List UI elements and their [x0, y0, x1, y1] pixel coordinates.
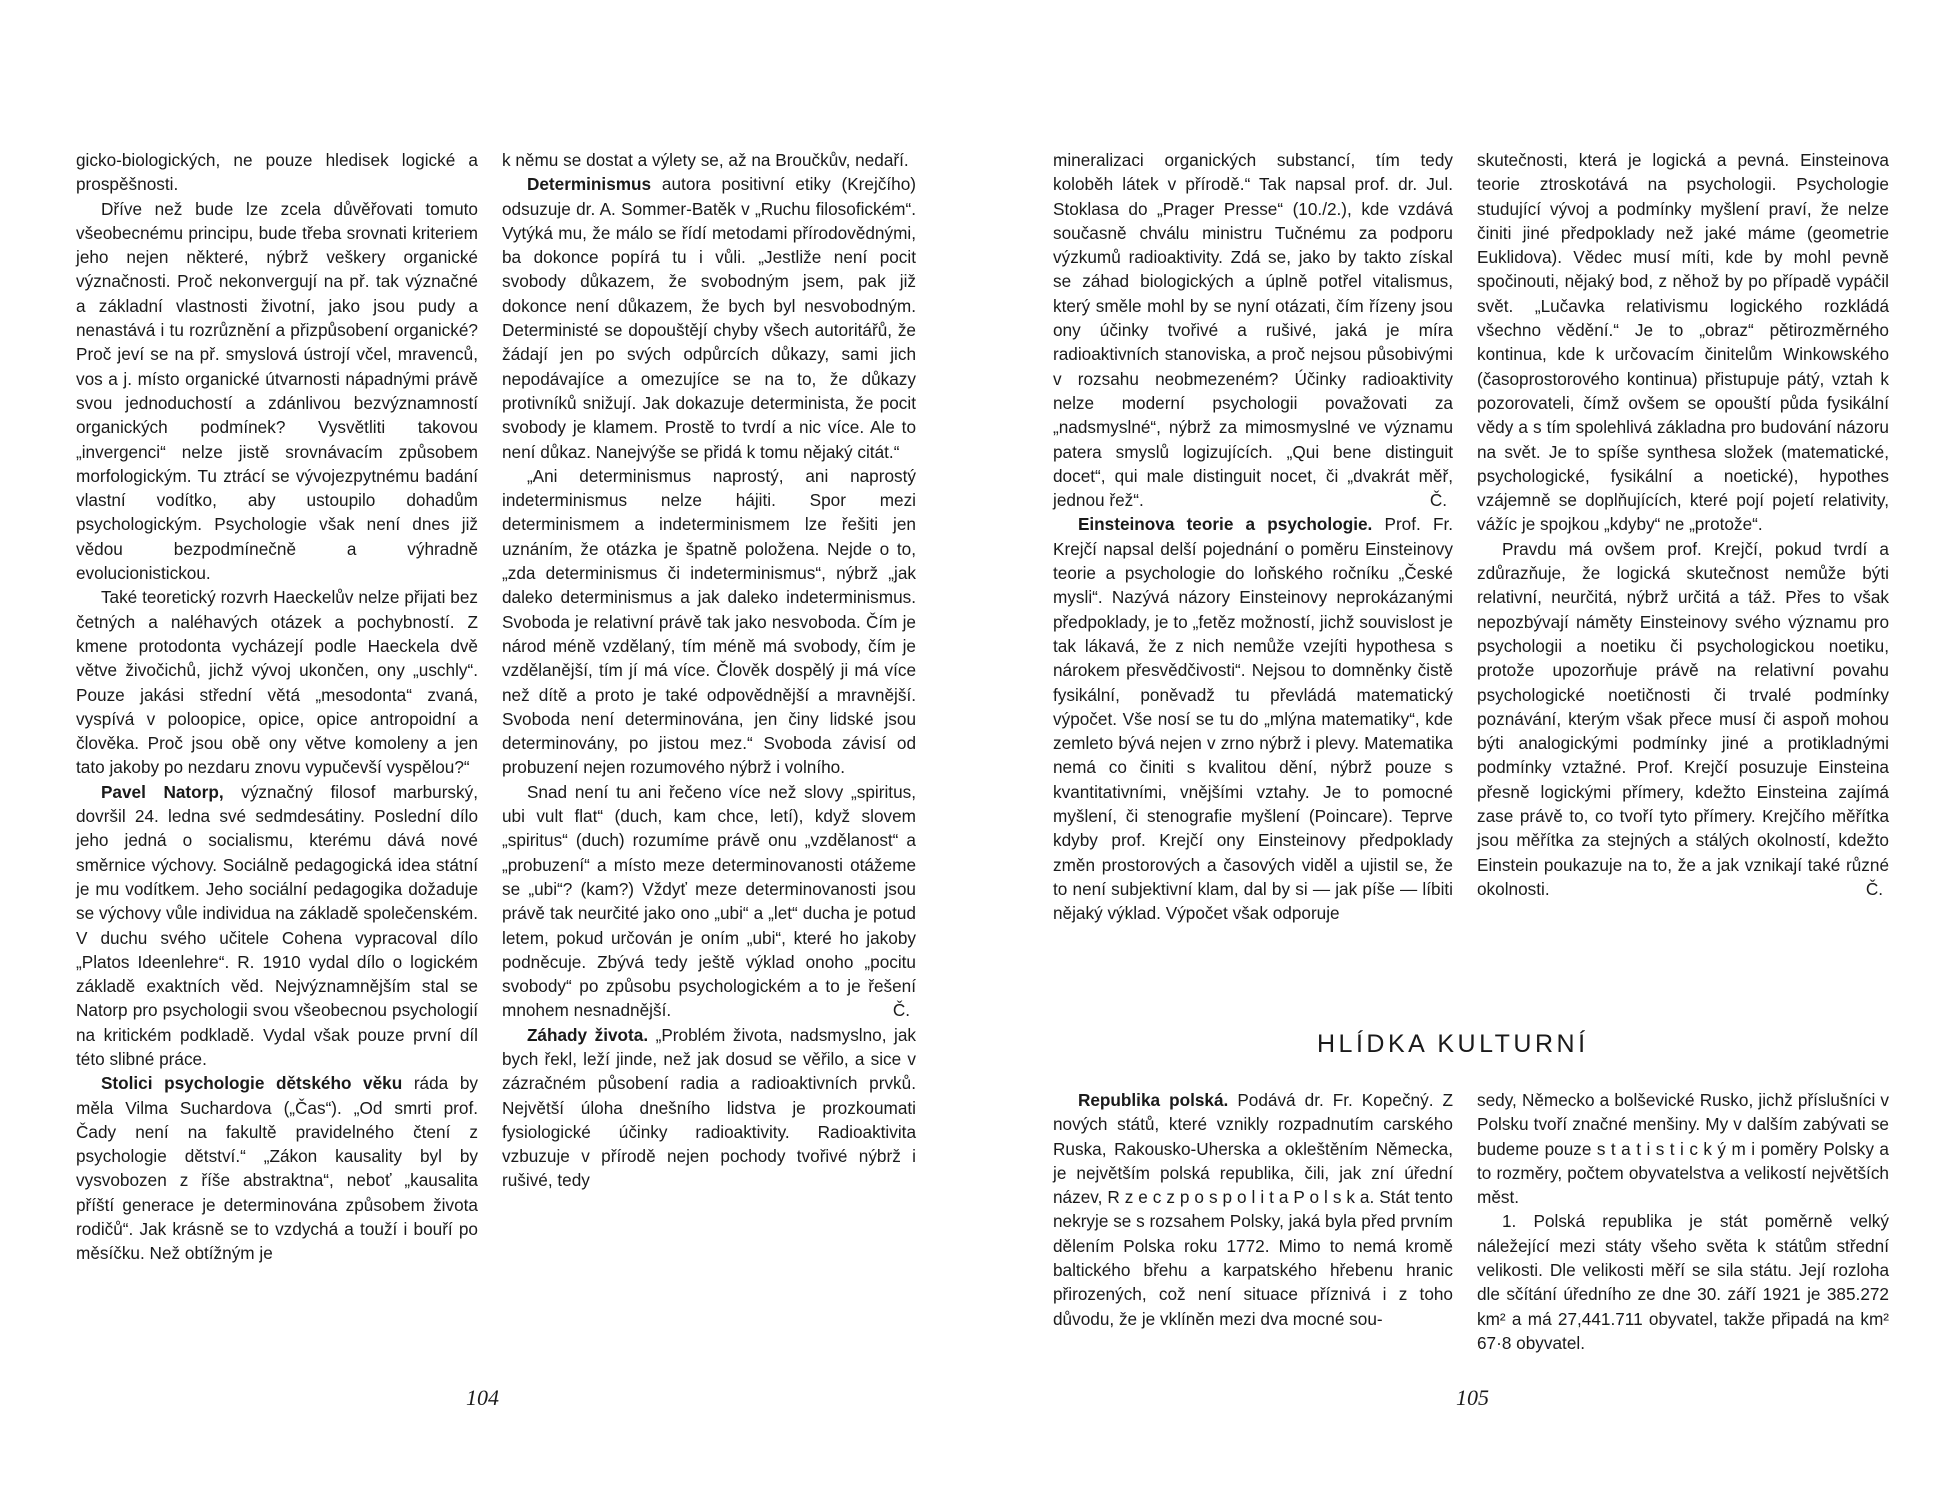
- right-page-column-1-lower: [1053, 1088, 1453, 1331]
- right-page-column-2: [1477, 148, 1889, 901]
- paragraph: [502, 1023, 916, 1193]
- author-signature: Č.: [1429, 490, 1447, 511]
- paragraph: [1477, 148, 1889, 537]
- paragraph-text: Dříve než bude lze zcela důvěřovati tomuto všeobecnému principu, bude třeba srovnati kriteriem jeho nejen některé, nýbrž veškery organické význačnosti. Proč nekonvergují na př. tak význačné a základní vlastnosti životní, jako jsou pudy a nenastává i tu rozrůznění a přizpůsobení organické? Proč jeví se na př. smyslová ústrojí včel, mravenců, vos a j. místo organické útvarnosti nápadnými právě svou jednoduchostí a zdánlivou bezvýznamností organických podmínek? Vysvětliti takovou „invergenci“ nelze jistě srovnávacím způsobem morfologickým. Tu ztrácí se vývojezpytnému badání vlastní vodítko, aby ustoupilo dohadům psychologickým. Psychologie však není dnes již vědou bezpodmínečně a výhradně evolucionistickou.: [76, 198, 478, 584]
- section-heading: HLÍDKA KULTURNÍ: [1317, 1030, 1589, 1058]
- article-heading: Záhady života.: [526, 1024, 649, 1045]
- paragraph-text: Podává dr. Fr. Kopečný. Z nových států, které vznikly rozpadnutím carského Ruska, Rakousko-Uherska a okleštěním Německa, je největším polská republika, čili, jak zní úřední název, R z e c z p o s p o l i t a P o l s k a. Stát tento nekryje se s rozsahem Polsky, jaká byla před prvním dělením Polska roku 1772. Mimo to nemá kromě baltického břehu a karpatského hřebenu hranic přirozených, což není situace příznivá i z toho důvodu, že je vklíněn mezi dva mocné sou-: [1053, 1090, 1453, 1329]
- paragraph: [502, 464, 916, 780]
- paragraph-text: k němu se dostat a výlety se, až na Broučkův, nedaří.: [502, 150, 909, 170]
- paragraph-text: mineralizaci organických substancí, tím tedy koloběh látek v přírodě.“ Tak napsal prof. dr. Jul. Stoklasa do „Prager Presse“ (10./2.), kde vzdává současně chválu ministru Tučnému za podporu výzkumů radioaktivity. Zdá se, jako by takto získal se záhad biologických a úplně potřel vitalismus, který směle mohl by se nyní otázati, čím řízeny jsou ony účinky tvořivé a rušivé, jaká je míra radioaktivních stanoviska, a proč nejsou působivými v rozsahu neobmezeném? Účinky radioaktivity nelze moderní psychologii považovati za „nadsmyslné“, nýbrž za mimosmyslné ve významu patera smyslů logizujících. „Qui bene distinguit docet“, qui male distinguit nocet, či „dvakrát měř, jednou řež“.: [1053, 150, 1453, 511]
- paragraph: [76, 1071, 478, 1265]
- paragraph-text: Prof. Fr. Krejčí napsal delší pojednání o poměru Einsteinovy teorie a psychologie do loňského ročníku „České mysli“. Nazývá názory Einsteinovy neprokázanými předpoklady, je to „fetěz možností, jichž souvislost je tak lákavá, že z nich nemůže vzejíti hypothesa s nárokem přesvědčivosti“. Nejsou to domněnky čistě fysikální, poněvadž tu převládá matematický výpočet. Vše nosí se tu do „mlýna matematiky“, kde zemleto bývá nejen v zrno nýbrž i plevy. Matematika nemá co činiti s kvalitou dění, nýbrž pouze s kvantitativními, vnějšími vztahy. Je to pomocné myšlení, či stenografie myšlení (Poincare). Teprve kdyby prof. Krejčí ony Einsteinovy předpoklady změn prostorových a časových viděl a ujistil se, že to není subjektivní klam, dal by si — jak píše — líbiti nějaký výklad. Výpočet však odporuje: [1053, 514, 1453, 924]
- paragraph: [76, 197, 478, 586]
- article-heading: Pavel Natorp,: [100, 781, 224, 802]
- article-heading: Stolici psychologie dětského věku: [100, 1073, 403, 1094]
- article-heading: Einsteinova teorie a psychologie.: [1077, 514, 1373, 535]
- paragraph-text: Snad není tu ani řečeno více než slovy „spiritus, ubi vult flat“ (duch, kam chce, letí), když slovem „spiritus“ (duch) rozumíme právě onu „vzdělanost“ a „probuzení“ a místo meze determinovanosti otážeme se „ubi“? (kam?) Vždyť meze determinovanosti jsou právě tak neurčité jako ono „ubi“ a „let“ ducha je potud letem, pokud určován je oním „ubi“, které ho jakoby podněcuje. Zbývá tedy ještě výklad onoho „pocitu svobody“ po způsobu psychologickém a to je řešení mnohem nesnadnější.: [502, 781, 916, 1021]
- paragraph: [502, 172, 916, 464]
- article-heading: Republika polská.: [1077, 1090, 1229, 1110]
- page-number: 105: [1456, 1385, 1489, 1410]
- paragraph: [1053, 1088, 1453, 1331]
- author-signature: Č.: [892, 1000, 910, 1021]
- paragraph: [76, 148, 478, 197]
- paragraph-text: Pravdu má ovšem prof. Krejčí, pokud tvrdí a zdůrazňuje, že logická skutečnost nemůže býti relativní, neurčitá, nýbrž určitá a táž. Přes to však nepozbývají náměty Einsteinovy svého významu pro psychologii a noetiku či psychologickou noetiku, protože upozorňuje právě na relativní povahu psychologické noetičnosti či trvalé podmínky poznávání, kterým však přece musí či aspoň mohou býti analogickými podmínky jiné a protikladnými podmínky vztažné. Prof. Krejčí posuzuje Einsteina přesně logickými přímery, kdežto Einsteina zajímá zase právě to, co tvoří tyto přímery. Krejčího měřítka jsou měřítka za stejných a stálých okolností, kdežto Einstein poukazuje na to, že a jak vznikají také různé okolnosti.: [1477, 538, 1889, 899]
- paragraph-text: sedy, Německo a bolševické Rusko, jichž příslušníci v Polsku tvoří značné menšiny. My v dalším zabývati se budeme pouze s t a t i s t i c k ý m i poměry Polsky a to rozměry, počtem obyvatelstva a velikostí největších měst.: [1477, 1090, 1889, 1208]
- left-page-column-2: [502, 148, 916, 1193]
- paragraph: [1053, 148, 1453, 512]
- right-page-column-2-lower: [1477, 1088, 1889, 1355]
- author-signature: Č.: [1865, 878, 1883, 899]
- left-page-column-1: [76, 148, 478, 1266]
- paragraph: [1053, 512, 1453, 925]
- paragraph: [1477, 1088, 1889, 1209]
- page-number: 104: [466, 1385, 499, 1410]
- paragraph-text: skutečnosti, která je logická a pevná. Einsteinova teorie ztroskotává na psychologii. Psychologie studující vývoj a podmínky myšlení praví, že nelze činiti jiné předpoklady než jaké máme (geometrie Euklidova). Vědec musí míti, kde by mohl pevně spočinouti, nějaký bod, z něhož by po případě vypáčil svět. „Lučavka relativismu logického rozkládá všechno vědění.“ Je to „obraz“ pětirozměrného kontinua, kde k určovacím činitelům Winkowského (časoprostorového kontinua) přistupuje pátý, vztah k pozorovateli, čímž ovšem se opouští půda fysikální vědy a s tím spolehlivá základna pro budování názoru na svět. Je to spíše synthesa složek (matematické, psychologické, fysikální a noetické), hypothes vzájemně se doplňujících, které pojí pojetí relativity, vážíc je spojkou „kdyby“ ne „protože“.: [1477, 150, 1889, 535]
- paragraph-text: ráda by měla Vilma Suchardova („Čas“). „Od smrti prof. Čady není na fakultě pravidelného čtení z psychologie dětství.“ „Zákon kausality byl by vysvobozen z říše abstraktna“, neboť „kausalita příští generace je determinována způsobem života rodičů“. Jak krásně se to vzdychá a touží i bouří po měsíčku. Než obtížným je: [76, 1073, 478, 1264]
- paragraph-text: „Ani determinismus naprostý, ani naprostý indeterminismus nelze hájiti. Spor mezi determinismem a indeterminismem lze řešiti jen uznáním, že otázka je špatně položena. Nejde o to, „zda determinismus či indeterminismus“, nýbrž „jak daleko determinismus a jak daleko indeterminismus. Svoboda je relativní právě tak jako nesvoboda. Čím je národ méně vzdělaný, tím méně má svobody, čím je vzdělanější, tím jí má více. Člověk dospělý ji má více než dítě a proto je také odpovědnější a mravnější. Svoboda není determinována, jen činy lidské jsou determinovány, po jistou mez.“ Svoboda závisí od probuzení nejen rozumového nýbrž i volního.: [502, 465, 916, 778]
- paragraph-text: „Problém života, nadsmyslno, jak bych řekl, leží jinde, než jak dosud se věřilo, a sice v zázračném působení radia a radioaktivních prvků. Největší úloha dnešního lidstva je prozkoumati fysiologické účinky radioaktivity. Radioaktivita vzbuzuje v přírodě nejen pochody tvořivé nýbrž i rušivé, tedy: [502, 1024, 916, 1191]
- paragraph-text: význačný filosof marburský, dovršil 24. ledna své sedmdesátiny. Poslední dílo jeho jedná o socialismu, kterému dává nové směrnice výchovy. Sociálně pedagogická idea státní je mu vodítkem. Jeho sociální pedagogika dožaduje se výchovy vůle individua na základě společenském. V duchu svého učitele Cohena vypracoval dílo „Platos Ideenlehre“. R. 1910 vydal dílo o logickém základě exaktních věd. Nejvýznamnějším stal se Natorp pro psychologii svou všeobecnou psychologií na kritickém podkladě. Vydal však pouze první díl této slibné práce.: [76, 781, 478, 1069]
- paragraph: [1477, 1209, 1889, 1355]
- paragraph-text: 1. Polská republika je stát poměrně velký náležející mezi státy všeho světa k státům střední velikosti. Dle velikosti měří se sila státu. Její rozloha dle sčítání úředního ze dne 30. září 1921 je 385.272 km² a má 27,441.711 obyvatel, takže připadá na km² 67·8 obyvatel.: [1477, 1211, 1889, 1353]
- paragraph-text: gicko-biologických, ne pouze hledisek logické a prospěšnosti.: [76, 150, 478, 195]
- paragraph: [76, 585, 478, 779]
- paragraph: [502, 780, 916, 1023]
- paragraph: [502, 148, 916, 172]
- paragraph: [76, 780, 478, 1072]
- paragraph-text: autora positivní etiky (Krejčího) odsuzuje dr. A. Sommer-Batěk v „Ruchu filosofickém“. Vytýká mu, že málo se řídí metodami přírodovědnými, ba dokonce popírá tu i vůli. „Jestliže není pocit svobody důkazem, že svobodným jsem, pak již dokonce není důkazem, že bych byl nesvobodným. Deterministé se dopouštějí chyby všech autoritářů, že žádají jen po svých odpůrcích důkazy, sami jich nepodávajíce a omezujíce se na to, že důkazy protivníků snižují. Jak dokazuje determinista, že pocit svobody je klamem. Prostě to tvrdí a nic více. Ale to není důkaz. Nanejvýše se přidá k tomu nějaký citát.“: [502, 174, 916, 462]
- paragraph-text: Také teoretický rozvrh Haeckelův nelze přijati bez četných a naléhavých otázek a pochybností. Z kmene protodonta vycházejí podle Haeckela dvě větve živočichů, jichž vývoj ukončen, ony „uschly“. Pouze jakási střední větá „mesodonta“ zvaná, vyspívá v poloopice, opice, opice antropoidní a člověka. Proč jsou obě ony větve komoleny a jen tato jakoby po nezdaru znovu vypučevší vyspělou?“: [76, 587, 478, 778]
- article-heading: Determinismus: [526, 174, 652, 195]
- right-page: [974, 0, 1948, 1500]
- right-page-column-1: [1053, 148, 1453, 926]
- paragraph: [1477, 537, 1889, 901]
